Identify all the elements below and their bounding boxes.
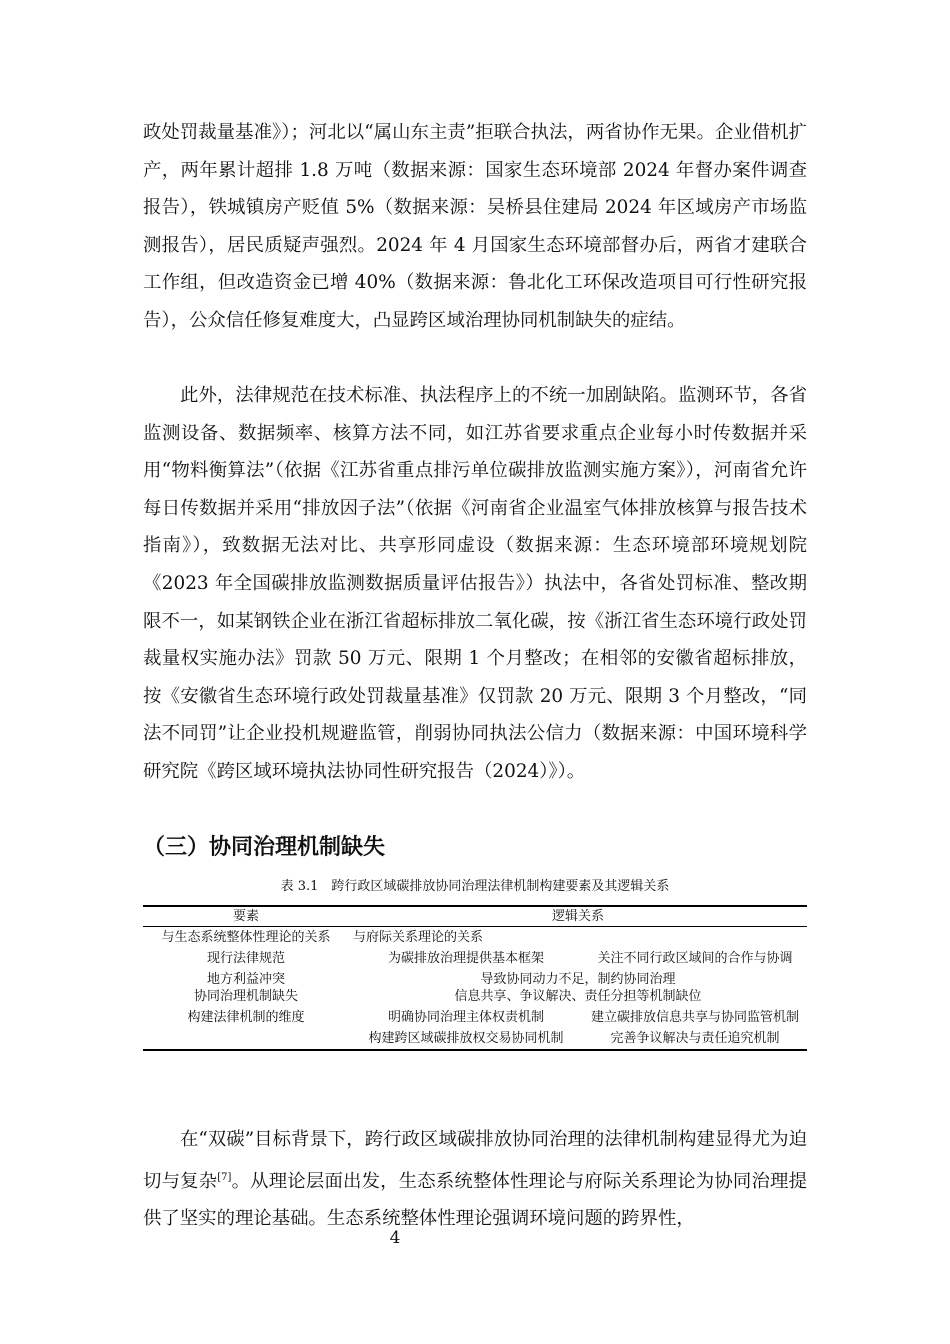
table-row [143,927,807,949]
paragraph-dual-carbon-text-cont: 。从理论层面出发，生态系统整体性理论与府际关系理论为协同治理提供了坚实的理论基础。生态系统整体性理论强调环境问题的跨界性， [143,1170,807,1230]
table-header-row [143,906,807,927]
table-cell [143,1028,349,1050]
table-cell: 导致协同动力不足，制约协同治理 信息共享、争议解决、责任分担等机制缺位 [454,972,702,1004]
header-elements: 要素 [232,909,259,924]
table-cell: 明确协同治理主体权责机制 [387,1010,544,1025]
section-heading: （三）协同治理机制缺失 [143,835,386,860]
paragraph-continued: 政处罚裁量基准》）；河北以“属山东主责”拒联合执法，两省协作无果。企业借机扩产，两年累计超排 1.8 万吨（数据来源：国家生态环境部 2024 年督办案件调查报告），铁城镇房产贬值 5%（数据来源：吴桥县住建局 2024 年区域房产市场监测报告），居民质疑声强烈。2024 年 4 月国家生态环境部督办后，两省才建联合工作组，但改造资金已增 40%（数据来源：鲁北化工环保改造项目可行性研究报告），公众信任修复难度大，凸显跨区域治理协同机制缺失的症结。 [143,122,807,331]
table-cell: 构建法律机制的维度 [187,1010,305,1025]
paragraph-standards: 此外，法律规范在技术标准、执法程序上的不统一加剧缺陷。监测环节，各省监测设备、数据频率、核算方法不同，如江苏省要求重点企业每小时传数据并采用“物料衡算法”（依据《江苏省重点排污单位碳排放监测实施方案》），河南省允许每日传数据并采用“排放因子法”（依据《河南省企业温室气体排放核算与报告技术指南》），致数据无法对比、共享形同虚设（数据来源：生态环境部环境规划院《2023 年全国碳排放监测数据质量评估报告》）执法中，各省处罚标准、整改期限不一，如某钢铁企业在浙江省超标排放二氧化碳，按《浙江省生态环境行政处罚裁量权实施办法》罚款 50 万元、限期 1 个月整改；在相邻的安徽省超标排放，按《安徽省生态环境行政处罚裁量基准》仅罚款 20 万元、限期 3 个月整改，“同法不同罚”让企业投机规避监管，削弱协同执法公信力（数据来源：中国环境科学研究院《跨区域环境执法协同性研究报告（2024）》）。 [143,385,807,782]
table-cell: 关注不同行政区域间的合作与协调 [597,951,793,966]
table-cell: 现行法律规范 [206,951,285,966]
table-row [143,948,807,969]
table-cell: 与生态系统整体性理论的关系 [161,930,331,945]
table-cell: 完善争议解决与责任追究机制 [610,1031,780,1046]
table-cell: 构建跨区域碳排放权交易协同机制 [368,1031,564,1046]
table-cell: 地方利益冲突 协同治理机制缺失 [193,972,298,1004]
table-row [143,1007,807,1028]
table-cell: 建立碳排放信息共享与协同监管机制 [590,1010,799,1025]
page-number: 4 [389,1228,401,1248]
paragraph-dual-carbon-text: 在“双碳”目标背景下，跨行政区域碳排放协同治理的法律机制构建显得尤为迫切与复杂 [143,1129,807,1192]
table-caption: 表 3.1 跨行政区域碳排放协同治理法律机制构建要素及其逻辑关系 [280,879,670,894]
elements-table [143,905,807,1051]
table-cell: 为碳排放治理提供基本框架 [387,951,544,966]
table-row [143,969,807,1007]
header-logic: 逻辑关系 [551,909,604,924]
table-row [143,1028,807,1050]
paragraph-dual-carbon [143,1121,807,1238]
citation-ref[interactable]: [7] [217,1171,232,1183]
table-cell [583,927,807,949]
table-cell: 与府际关系理论的关系 [353,930,484,945]
